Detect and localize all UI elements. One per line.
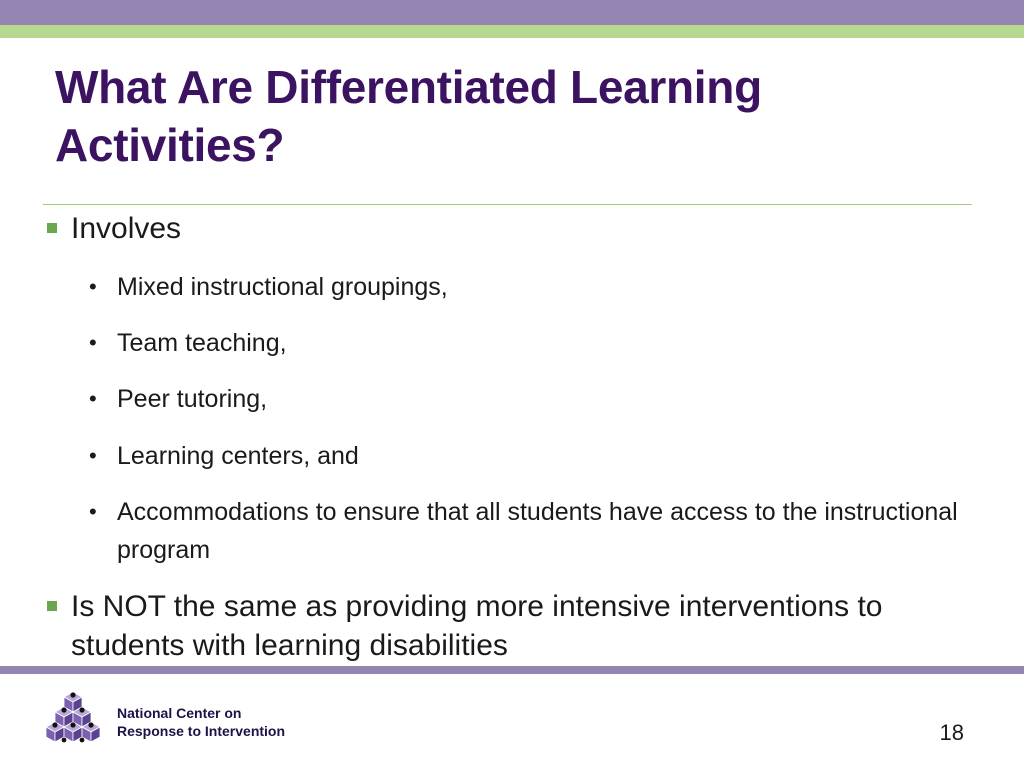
subitem-text: Accommodations to ensure that all students have access to the instructional program	[117, 498, 958, 564]
bullet-text: Involves	[71, 212, 182, 245]
bullet-involves	[71, 209, 971, 248]
slide-title: What Are Differentiated Learning Activities?	[55, 61, 762, 171]
top-green-band	[0, 25, 1024, 38]
subitem-text: Peer tutoring,	[117, 385, 268, 413]
dot-bullet-icon: •	[89, 499, 97, 524]
square-bullet-icon	[47, 601, 57, 611]
subitem-text: Learning centers, and	[117, 442, 359, 470]
subitem-accommodations	[89, 493, 967, 569]
organization-name	[117, 704, 285, 740]
title-divider	[43, 204, 972, 205]
square-bullet-icon	[47, 223, 57, 233]
bottom-purple-band	[0, 666, 1024, 674]
subitem-team-teaching	[89, 324, 977, 362]
subitem-text: Team teaching,	[117, 329, 287, 357]
bullet-is-not	[71, 587, 961, 665]
dot-bullet-icon: •	[89, 274, 97, 299]
dot-bullet-icon: •	[89, 330, 97, 355]
bullet-text: Is NOT the same as providing more intensive interventions to students with learning disabilities	[71, 590, 883, 662]
top-purple-band	[0, 0, 1024, 25]
subitem-learning-centers	[89, 437, 977, 475]
subitem-text: Mixed instructional groupings,	[117, 273, 448, 301]
stacked-cubes-logo-icon	[40, 690, 106, 752]
dot-bullet-icon: •	[89, 386, 97, 411]
dot-bullet-icon: •	[89, 443, 97, 468]
subitem-mixed-groupings	[89, 268, 977, 306]
org-name-line-1: National Center on	[117, 705, 242, 721]
org-name-line-2: Response to Intervention	[117, 723, 286, 739]
page-number: 18	[939, 720, 964, 745]
subitem-peer-tutoring	[89, 380, 977, 418]
